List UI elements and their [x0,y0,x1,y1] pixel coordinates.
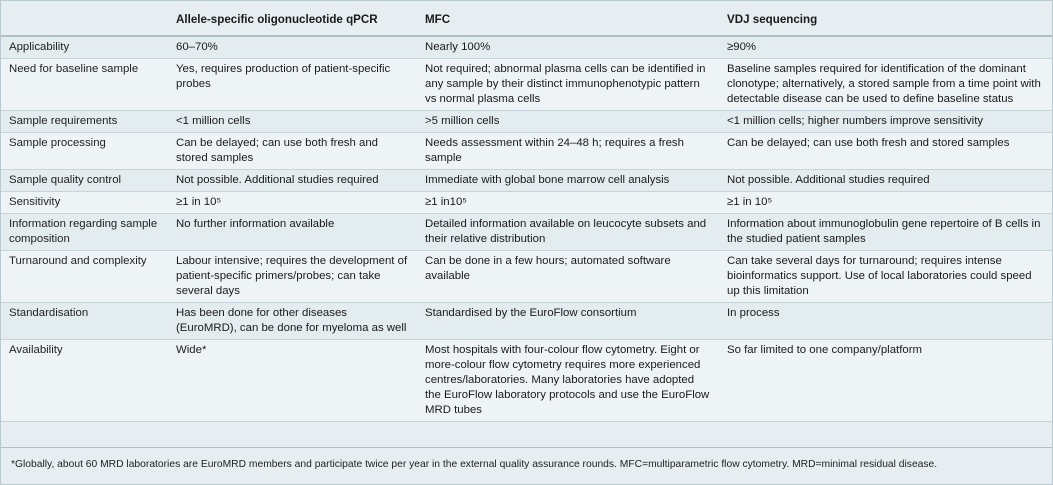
table-cell: <1 million cells; higher numbers improve sensitivity [719,111,1052,133]
table-row [1,192,1052,214]
table-row [1,214,1052,251]
table-cell: Has been done for other diseases (EuroMRD), can be done for myeloma as well [168,303,417,340]
table-cell: Not possible. Additional studies required [719,170,1052,192]
row-label: Information regarding sample composition [1,214,168,251]
table-cell: Wide* [168,340,417,422]
table-cell: Can take several days for turnaround; requires intense bioinformatics support. Use of local laboratories could speed up this limitation [719,251,1052,303]
table-cell: Can be done in a few hours; automated software available [417,251,719,303]
table-cell: Not required; abnormal plasma cells can be identified in any sample by their distinct immunophenotypic pattern vs normal plasma cells [417,59,719,111]
header-mfc: MFC [417,1,719,36]
table-cell: Yes, requires production of patient-specific probes [168,59,417,111]
table-row [1,170,1052,192]
comparison-table [1,1,1052,422]
table-row [1,133,1052,170]
footnote-divider [1,447,1052,448]
table-row [1,36,1052,59]
table-cell: So far limited to one company/platform [719,340,1052,422]
table-cell: Baseline samples required for identification of the dominant clonotype; alternatively, a stored sample from a time point with detectable disease can be used to define baseline status [719,59,1052,111]
table-cell: In process [719,303,1052,340]
row-label: Turnaround and complexity [1,251,168,303]
row-label: Standardisation [1,303,168,340]
header-vdj: VDJ sequencing [719,1,1052,36]
table-cell: Detailed information available on leucocyte subsets and their relative distribution [417,214,719,251]
row-label: Sample processing [1,133,168,170]
header-empty [1,1,168,36]
table-cell: Immediate with global bone marrow cell analysis [417,170,719,192]
table-cell: >5 million cells [417,111,719,133]
table-cell: Most hospitals with four-colour flow cytometry. Eight or more-colour flow cytometry requires more experienced centres/laboratories. Many laboratories have adopted the EuroFlow laboratory protocols and use the EuroFlow MRD tubes [417,340,719,422]
table-cell: ≥1 in 10⁵ [168,192,417,214]
row-label: Sensitivity [1,192,168,214]
table-row [1,111,1052,133]
table-row [1,303,1052,340]
row-label: Sample requirements [1,111,168,133]
table-cell: Nearly 100% [417,36,719,59]
table-cell: 60–70% [168,36,417,59]
header-qpcr: Allele-specific oligonucleotide qPCR [168,1,417,36]
table-row [1,340,1052,422]
table-cell: ≥90% [719,36,1052,59]
table-cell: Standardised by the EuroFlow consortium [417,303,719,340]
table-cell: No further information available [168,214,417,251]
table-cell: Information about immunoglobulin gene repertoire of B cells in the studied patient samples [719,214,1052,251]
table-row [1,251,1052,303]
table-cell: Can be delayed; can use both fresh and stored samples [168,133,417,170]
table-cell: Not possible. Additional studies required [168,170,417,192]
row-label: Sample quality control [1,170,168,192]
table-cell: Needs assessment within 24–48 h; requires a fresh sample [417,133,719,170]
table-cell: ≥1 in 10⁵ [719,192,1052,214]
row-label: Availability [1,340,168,422]
table-cell: Can be delayed; can use both fresh and stored samples [719,133,1052,170]
table-cell: ≥1 in10⁵ [417,192,719,214]
table-footnote: *Globally, about 60 MRD laboratories are EuroMRD members and participate twice per year in the external quality assurance rounds. MFC=multiparametric flow cytometry. MRD=minimal residual disease. [11,459,938,470]
row-label: Need for baseline sample [1,59,168,111]
table-row [1,59,1052,111]
row-label: Applicability [1,36,168,59]
header-row [1,1,1052,36]
table-cell: <1 million cells [168,111,417,133]
table-cell: Labour intensive; requires the development of patient-specific primers/probes; can take several days [168,251,417,303]
